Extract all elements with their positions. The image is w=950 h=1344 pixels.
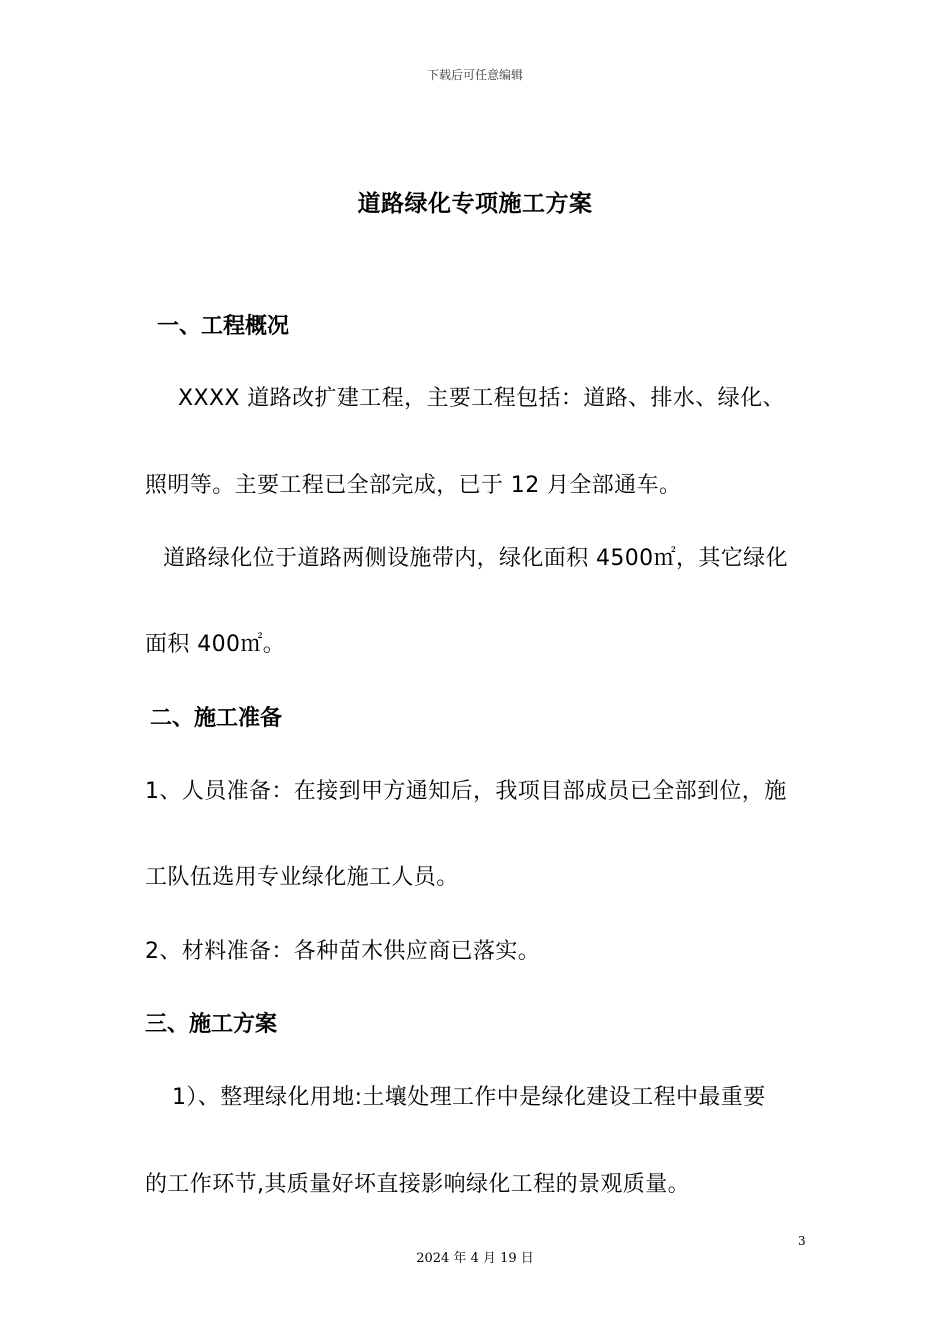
plan-item-1-line-2: 的工作环节,其质量好坏直接影响绿化工程的景观质量。 bbox=[145, 1172, 690, 1197]
section-heading-plan: 三、施工方案 bbox=[145, 1012, 278, 1037]
plan-item-1-line-1: 1）、整理绿化用地:土壤处理工作中是绿化建设工程中最重要 bbox=[172, 1085, 766, 1110]
overview-paragraph-2-line-2: 面积 400㎡。 bbox=[145, 632, 286, 657]
overview-paragraph-2-line-1: 道路绿化位于道路两侧设施带内，绿化面积 4500㎡，其它绿化 bbox=[163, 546, 788, 571]
footer-date: 2024 年 4 月 19 日 bbox=[416, 1251, 534, 1266]
section-heading-preparation: 二、施工准备 bbox=[150, 706, 283, 731]
overview-paragraph-1-line-1: XXXX 道路改扩建工程，主要工程包括：道路、排水、绿化、 bbox=[178, 386, 785, 411]
section-heading-overview: 一、工程概况 bbox=[157, 314, 290, 339]
document-title: 道路绿化专项施工方案 bbox=[357, 191, 593, 217]
preparation-item-1-line-1: 1、人员准备：在接到甲方通知后，我项目部成员已全部到位，施 bbox=[145, 779, 787, 804]
page-header-note: 下载后可任意编辑 bbox=[426, 68, 523, 82]
overview-paragraph-1-line-2: 照明等。主要工程已全部完成，已于 12 月全部通车。 bbox=[145, 473, 682, 498]
page-number: 3 bbox=[798, 1234, 806, 1248]
preparation-item-2: 2、材料准备：各种苗木供应商已落实。 bbox=[145, 939, 541, 964]
preparation-item-1-line-2: 工队伍选用专业绿化施工人员。 bbox=[145, 865, 459, 890]
